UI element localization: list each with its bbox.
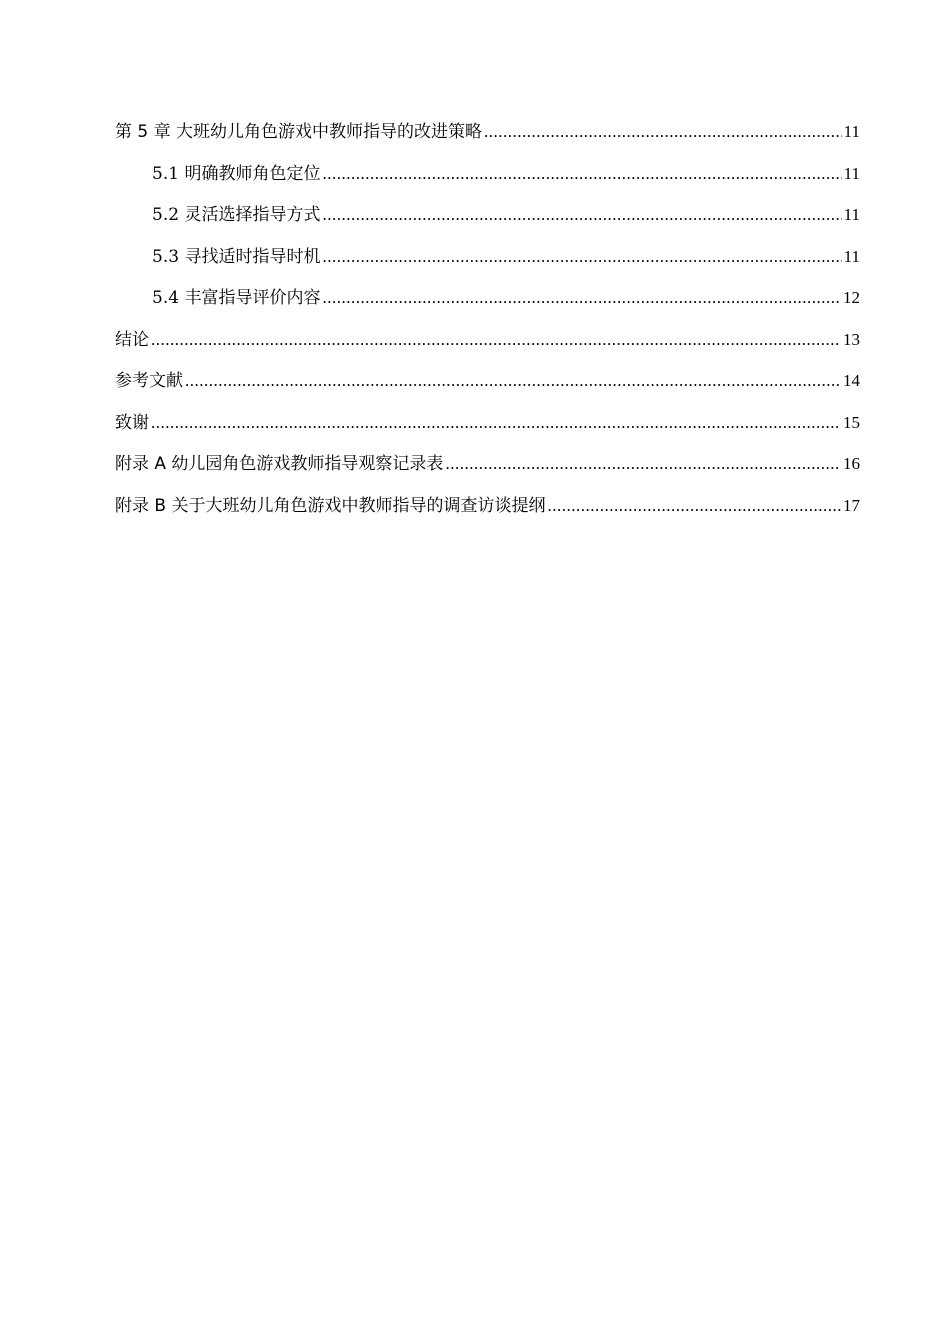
toc-entry-page: 11: [843, 122, 860, 141]
toc-dot-leader: [151, 319, 841, 361]
toc-dot-leader: [322, 153, 841, 195]
toc-entry-chapter-5[interactable]: [115, 111, 860, 153]
toc-entry-page: 16: [843, 454, 860, 473]
toc-entry-5-2[interactable]: [115, 194, 860, 236]
toc-entry-title: 结论: [115, 329, 149, 350]
toc-entry-title: 5.4 丰富指导评价内容: [152, 288, 321, 308]
toc-entry-page: 11: [843, 163, 860, 183]
toc-dot-leader: [445, 443, 841, 485]
toc-entry-title: 第 5 章 大班幼儿角色游戏中教师指导的改进策略: [115, 122, 483, 142]
toc-dot-leader: [322, 277, 841, 319]
toc-entry-page: 11: [843, 205, 860, 224]
toc-entry-page: 13: [843, 329, 860, 349]
toc-entry-5-3[interactable]: [115, 236, 860, 278]
toc-entry-5-1[interactable]: [115, 153, 860, 195]
toc-dot-leader: [322, 236, 841, 278]
toc-entry-title: 5.2 灵活选择指导方式: [152, 205, 321, 225]
toc-entry-conclusion[interactable]: [115, 319, 860, 361]
toc-entry-acknowledgements[interactable]: [115, 402, 860, 444]
toc-entry-title: 附录 A 幼儿园角色游戏教师指导观察记录表: [115, 454, 444, 474]
toc-dot-leader: [322, 194, 841, 236]
toc-entry-title: 5.3 寻找适时指导时机: [152, 246, 321, 267]
toc-dot-leader: [484, 111, 842, 153]
toc-entry-page: 11: [843, 246, 860, 266]
toc-entry-references[interactable]: [115, 360, 860, 402]
toc-entry-page: 12: [843, 288, 860, 307]
toc-entry-appendix-a[interactable]: [115, 443, 860, 485]
toc-entry-title: 5.1 明确教师角色定位: [152, 163, 321, 184]
toc-entry-title: 致谢: [115, 412, 149, 433]
toc-entry-5-4[interactable]: [115, 277, 860, 319]
toc-dot-leader: [151, 402, 841, 444]
toc-entry-page: 15: [843, 412, 860, 432]
toc-dot-leader: [185, 360, 841, 402]
toc-entry-page: 17: [843, 495, 860, 515]
toc-entry-appendix-b[interactable]: [115, 485, 860, 527]
toc-entry-title: 附录 B 关于大班幼儿角色游戏中教师指导的调查访谈提纲: [115, 495, 546, 516]
toc-entry-page: 14: [843, 371, 860, 390]
toc-entry-title: 参考文献: [115, 371, 183, 391]
toc-dot-leader: [547, 485, 841, 527]
table-of-contents: [115, 111, 860, 526]
